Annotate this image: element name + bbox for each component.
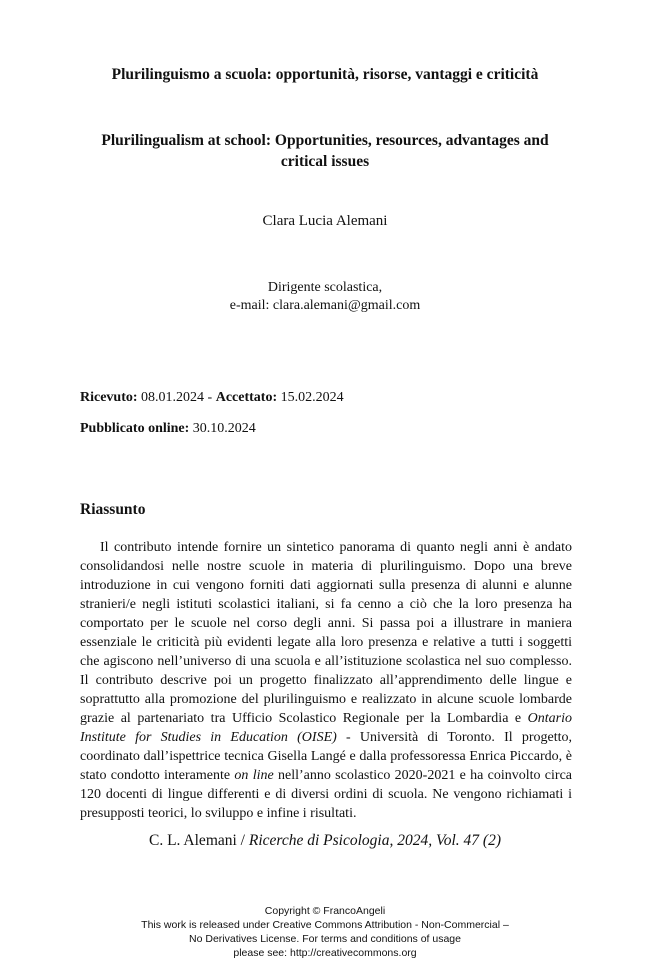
- affiliation-role: Dirigente scolastica,: [267, 280, 383, 295]
- citation-line: [0, 832, 650, 850]
- author-name: Clara Lucia Alemani: [262, 213, 388, 229]
- published-line: [80, 421, 256, 437]
- copyright-line-1: Copyright © FrancoAngeli: [264, 905, 386, 917]
- abstract-part-3: nell’anno scolastico 2020-2021 e ha coinvolto circa 120 docenti di lingue differenti e di diversi ordini di scuola. Ne vengono richiamati i presupposti teorici, lo sviluppo e infine i risultati.: [80, 768, 573, 821]
- received-accepted-line: [80, 390, 344, 406]
- received-date: 08.01.2024 -: [137, 390, 216, 405]
- abstract-part-2: - Università di Toronto. Il progetto, coordinato dall’ispettrice tecnica Gisella Langé e dalla professoressa Enrica Piccardo, è stato condotto interamente: [80, 730, 572, 783]
- received-label: Ricevuto:: [80, 390, 138, 405]
- published-date: 30.10.2024: [189, 421, 256, 436]
- citation-author: C. L. Alemani /: [148, 832, 249, 849]
- copyright-line-4: please see: http://creativecommons.org: [233, 947, 417, 959]
- abstract-italic-institute: Ontario Institute for Studies in Education (OISE): [80, 711, 572, 745]
- abstract-italic-online: on line: [234, 768, 274, 783]
- abstract-part-1: Il contributo intende fornire un sintetico panorama di quanto negli anni è andato consolidandosi nelle nostre scuole in materia di plurilinguismo. Dopo una breve introduzione in cui vengono forniti dati aggiornati sulla presenza di alunni e alunne stranieri/e negli istituti scolastici italiani, si fa cenno a ciò che la loro presenza ha comportato per le scuole nel corso degli anni. Si passa poi a illustrare in maniera essenziale le criticità più evidenti legate alla loro presenza e relative a tutti i soggetti che agiscono nell’universo di una scuola e all’istituzione scolastica nel suo complesso. Il contributo descrive poi un progetto finalizzato all’apprendimento delle lingue e soprattutto alla promozione del plurilinguismo e realizzato in alcune scuole lombarde grazie al partenariato tra Ufficio Scolastico Regionale per la Lombardia e: [80, 540, 572, 726]
- affiliation: [0, 279, 650, 315]
- copyright-line-2: This work is released under Creative Commons Attribution - Non-Commercial –: [141, 919, 509, 931]
- accepted-label: Accettato:: [215, 390, 278, 405]
- copyright-line-3: No Derivatives License. For terms and conditions of usage: [189, 933, 461, 945]
- title-italian: Plurilinguismo a scuola: opportunità, risorse, vantaggi e criticità: [111, 66, 539, 83]
- affiliation-email: e-mail: clara.alemani@gmail.com: [229, 298, 421, 313]
- title-english: Plurilingualism at school: Opportunities, resources, advantages and critical issues: [101, 132, 549, 170]
- citation-journal: Ricerche di Psicologia, 2024, Vol. 47 (2): [248, 832, 501, 849]
- abstract-heading: Riassunto: [80, 501, 146, 518]
- copyright-notice: [0, 904, 650, 960]
- accepted-date: 15.02.2024: [277, 390, 344, 405]
- published-label: Pubblicato online:: [80, 421, 190, 436]
- abstract-text: [80, 538, 572, 823]
